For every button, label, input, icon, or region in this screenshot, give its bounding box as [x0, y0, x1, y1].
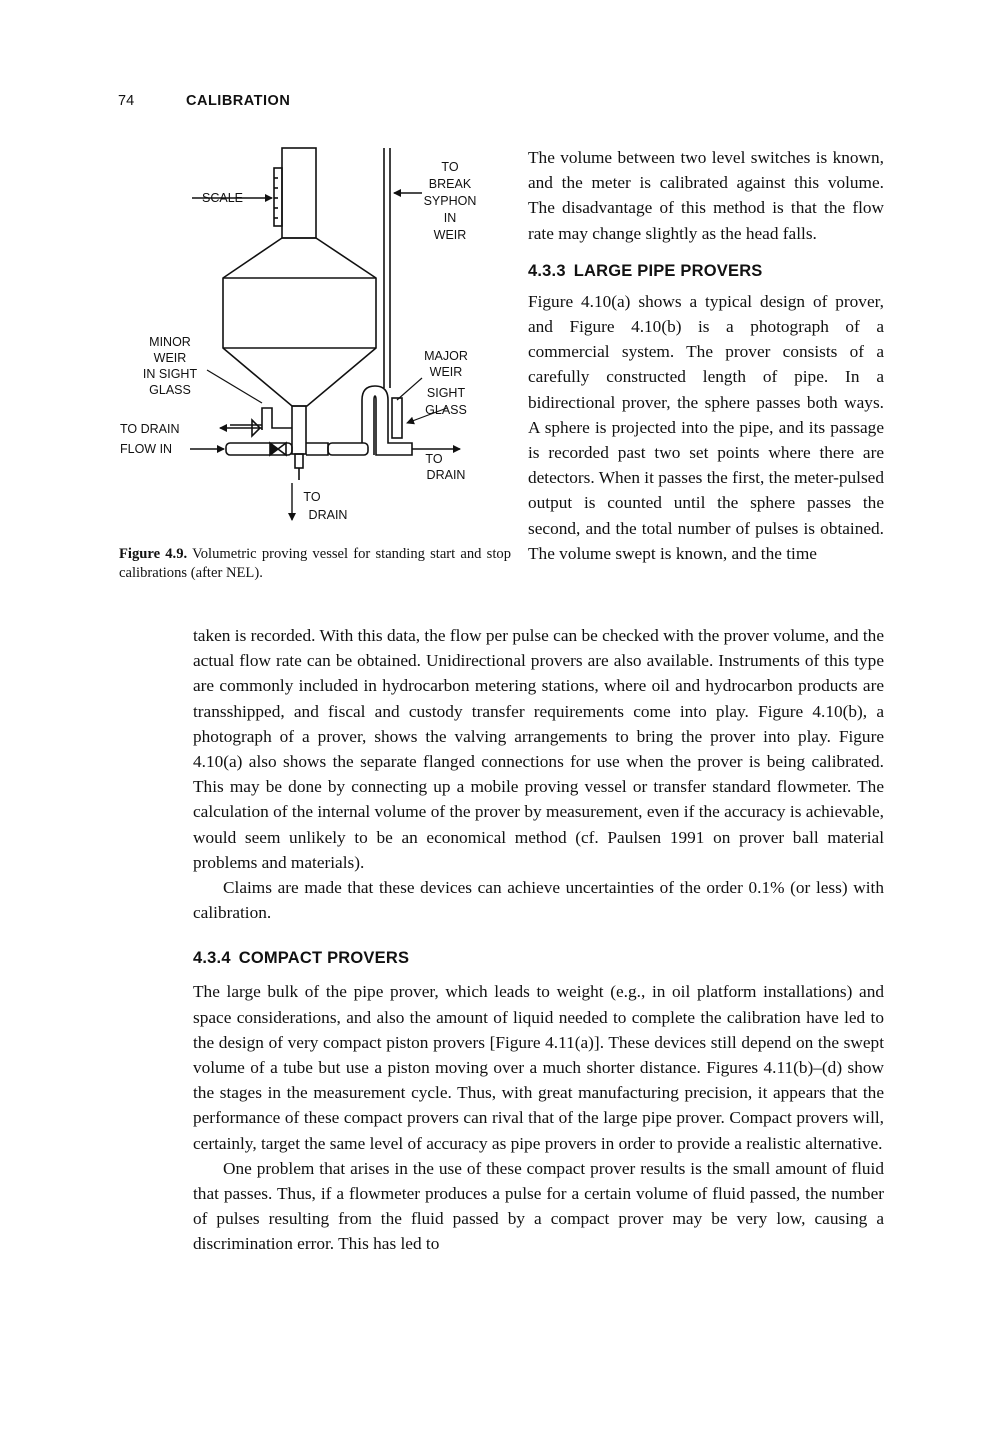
- caption-text: Volumetric proving vessel for standing start and stop calibrations (after NEL).: [119, 546, 511, 581]
- right-column: [528, 145, 884, 566]
- chapter-title: CALIBRATION: [186, 93, 291, 109]
- label-minor-1: MINOR: [149, 335, 191, 349]
- label-minor-4: GLASS: [149, 383, 191, 397]
- section-title: COMPACT PROVERS: [238, 949, 410, 968]
- label-to-drain-left: TO DRAIN: [120, 422, 180, 436]
- label-major-1: MAJOR: [424, 349, 468, 363]
- label-scale: SCALE: [202, 191, 243, 205]
- label-to-drain-bottom-2: DRAIN: [308, 508, 348, 522]
- paragraph: The large bulk of the pipe prover, which leads to weight (e.g., in oil platform installations) and space considerations, and also the amount of liquid needed to complete the calibration have led to the design of very compact piston provers [Figure 4.11(a)]. These devices still depend on the swept volume of a tube but use a piston moving over a much shorter distance. Figures 4.11(b)–(d) show the stages in the measurement cycle. Thus, with great manufacturing precision, it appears that the performance of these compact provers can rival that of the large pipe prover. Compact provers will, certainly, target the same level of accuracy as pipe provers in order to provide a realistic alternative.: [193, 982, 884, 1153]
- caption-label: Figure 4.9.: [119, 546, 188, 562]
- section-heading-4-3-4: [193, 947, 884, 969]
- label-to-drain-bottom-1: TO: [303, 490, 321, 504]
- section-number: 4.3.3: [528, 261, 566, 280]
- section-number: 4.3.4: [193, 949, 231, 968]
- label-major-2: WEIR: [429, 365, 463, 379]
- label-minor-2: WEIR: [153, 351, 187, 365]
- label-sight-1: SIGHT: [426, 386, 466, 400]
- full-width-text: [193, 623, 884, 1257]
- label-to-drain-right-1: TO: [425, 452, 443, 466]
- proving-vessel-diagram: [112, 138, 512, 538]
- label-to-break-5: WEIR: [433, 228, 467, 242]
- section-title: LARGE PIPE PROVERS: [573, 261, 763, 280]
- running-head: [118, 93, 290, 109]
- label-to-break-2: BREAK: [428, 177, 472, 191]
- paragraph: One problem that arises in the use of these compact prover results is the small amount of fluid that passes. Thus, if a flowmeter produces a pulse for a certain volume of fluid passed, the number of pulses resulting from the fluid passed by a compact prover may be very low, causing a discrimination error. This has led to: [193, 1158, 884, 1254]
- paragraph: The volume between two level switches is known, and the meter is calibrated against this volume. The disadvantage of this method is that the flow rate may change slightly as the head falls.: [528, 148, 884, 243]
- section-heading-4-3-3: [528, 260, 884, 282]
- page-number: 74: [118, 93, 135, 109]
- label-sight-2: GLASS: [425, 403, 467, 417]
- label-to-drain-right-2: DRAIN: [426, 468, 466, 482]
- label-to-break-3: SYPHON: [423, 194, 477, 208]
- label-to-break-4: IN: [443, 211, 457, 225]
- label-to-break-1: TO: [441, 160, 459, 174]
- paragraph: Claims are made that these devices can achieve uncertainties of the order 0.1% (or less) with calibration.: [193, 878, 884, 923]
- label-minor-3: IN SIGHT: [142, 367, 198, 381]
- figure-caption: [119, 545, 511, 583]
- paragraph: Figure 4.10(a) shows a typical design of prover, and Figure 4.10(b) is a photograph of a commercial system. The prover consists of a carefully constructed length of pipe. In a bidirectional prover, the sphere passes both ways. A sphere is projected into the pipe, and its passage is recorded past two set points where there are detectors. When it passes the first, the meter-pulsed output is counted until the sphere passes the second, and the total number of pulses is obtained. The volume swept is known, and the time: [528, 291, 884, 563]
- label-flow-in: FLOW IN: [120, 442, 173, 456]
- figure-4-9: [112, 138, 512, 538]
- paragraph: taken is recorded. With this data, the flow per pulse can be checked with the prover volume, and the actual flow rate can be obtained. Unidirectional provers are also available. Instruments of this type are commonly included in hydrocarbon metering stations, where oil and hydrocarbon products are transshipped, and fiscal and custody transfer requirements come into play. Figure 4.10(b), a photograph of a prover, shows the valving arrangements to bring the prover into play. Figure 4.10(a) also shows the separate flanged connections for use when the prover is being calibrated. This may be done by connecting up a mobile proving vessel or transfer standard flowmeter. The calculation of the internal volume of the prover by measurement, even if the accuracy is achievable, would seem unlikely to be an economical method (cf. Paulsen 1991 on prover ball material problems and materials).: [193, 626, 884, 872]
